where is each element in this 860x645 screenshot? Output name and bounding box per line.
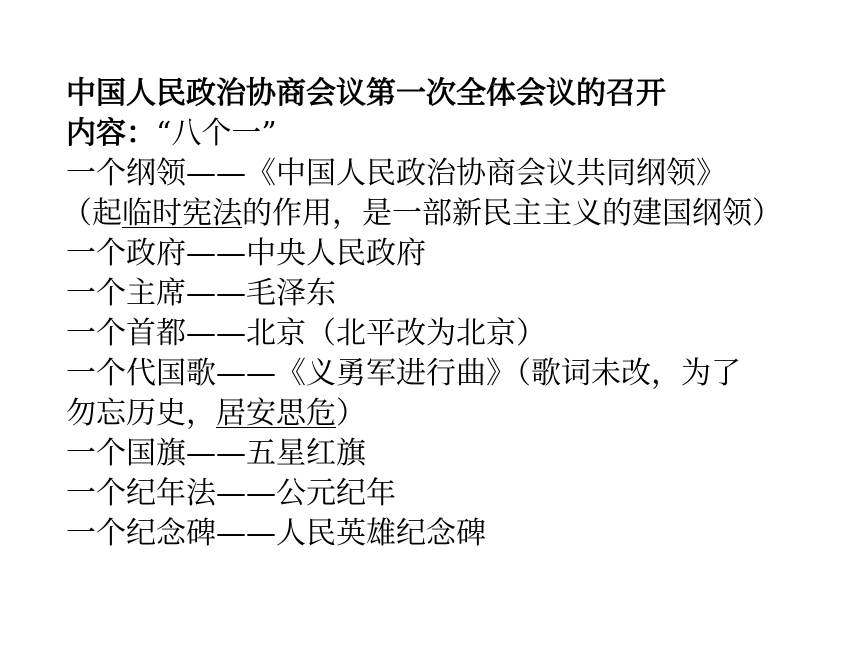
content-value: “八个一” [156, 116, 277, 151]
anthem-note-prefix: 勿忘历史， [66, 396, 216, 431]
item-anthem-note [66, 394, 860, 434]
item-program: 一个纲领——《中国人民政治协商会议共同纲领》 [66, 156, 726, 191]
content-line [66, 114, 860, 154]
note-suffix: 的作用，是一部新民主主义的建国纲领） [242, 196, 782, 231]
item-flag: 一个国旗——五星红旗 [66, 436, 366, 471]
anthem-note-suffix: ） [336, 396, 366, 431]
note-prefix: （起 [62, 196, 122, 231]
slide-title: 中国人民政治协商会议第一次全体会议的召开 [66, 76, 666, 111]
item-monument: 一个纪念碑——人民英雄纪念碑 [66, 516, 486, 551]
anthem-note-underlined-term: 居安思危 [216, 396, 336, 431]
item-chairman: 一个主席——毛泽东 [66, 276, 336, 311]
item-government: 一个政府——中央人民政府 [66, 236, 426, 271]
slide-content [62, 74, 860, 554]
item-program-note [62, 194, 860, 234]
item-anthem: 一个代国歌——《义勇军进行曲》（歌词未改，为了 [66, 356, 741, 391]
item-capital: 一个首都——北京（北平改为北京） [66, 316, 546, 351]
item-calendar: 一个纪年法——公元纪年 [66, 476, 396, 511]
note-underlined-term: 临时宪法 [122, 196, 242, 231]
content-label: 内容： [66, 116, 156, 151]
